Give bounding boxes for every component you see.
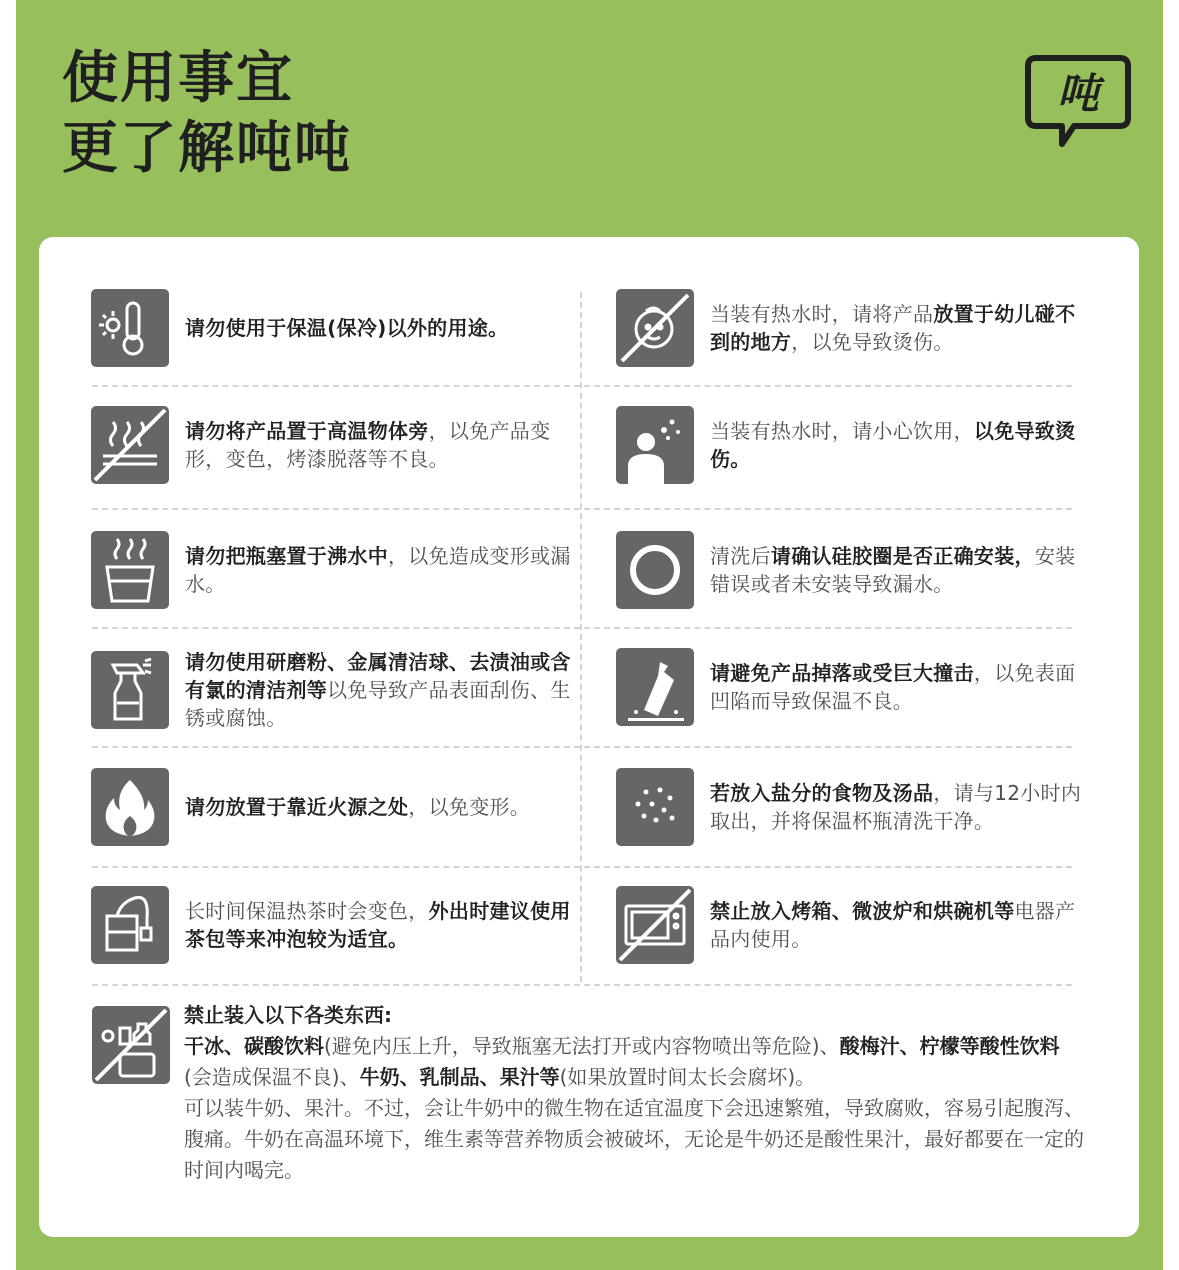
item-text: 当装有热水时，请将产品放置于幼儿碰不到的地方，以免导致烫伤。 (710, 302, 1076, 354)
list-item (616, 768, 1086, 846)
milk-note-paragraph: 可以装牛奶、果汁。不过，会让牛奶中的微生物在适宜温度下会迅速繁殖，导致腐败，容易引起腹泻、腹痛。牛奶在高温环境下，维生素等营养物质会被破坏，无论是牛奶还是酸性果汁，最好都要在一定的时间内喝完。 (184, 1096, 1084, 1182)
list-item (91, 768, 571, 846)
no-bottles-icon (92, 1006, 170, 1084)
title-line-2: 更了解吨吨 (62, 116, 352, 181)
list-item (616, 406, 1086, 484)
item-text: 禁止放入烤箱、微波炉和烘碗机等电器产品内使用。 (710, 899, 1076, 951)
page-title (62, 44, 352, 184)
item-text: 请勿把瓶塞置于沸水中，以免造成变形或漏水。 (185, 544, 571, 596)
salt-dots-icon (616, 768, 694, 846)
forbidden-contents-text: 禁止装入以下各类东西: 干冰、碳酸饮料(避免内压上升，导致瓶塞无法打开或内容物喷出等危险)、酸梅汁、柠檬等酸性饮料(会造成保温不良)、牛奶、乳制品、果汁等(如果放置时间太长会腐坏)。 可以装牛奶、果汁。不过，会让牛奶中的微生物在适宜温度下会迅速繁殖，导致腐败，容易引起腹泻、腹痛。牛奶在高温环境下，维生素等营养物质会被破坏，无论是牛奶还是酸性果汁，最好都要在一定的时间内喝完。 (184, 1000, 1084, 1186)
list-item (616, 886, 1086, 964)
item-text: 长时间保温热茶时会变色，外出时建议使用茶包等来冲泡较为适宜。 (185, 899, 571, 951)
brand-logo-icon (1022, 52, 1132, 152)
list-item (616, 289, 1086, 367)
list-item (91, 531, 571, 609)
row-divider (92, 385, 1072, 387)
row-divider (92, 866, 1072, 868)
no-baby-icon (616, 289, 694, 367)
silicone-ring-icon (616, 531, 694, 609)
item-text: 请勿放置于靠近火源之处，以免变形。 (185, 795, 531, 819)
item-text: 请勿使用于保温(保冷)以外的用途。 (185, 316, 509, 340)
spray-bottle-icon (91, 651, 169, 729)
list-item (91, 289, 571, 367)
no-heat-surface-icon (91, 406, 169, 484)
list-item (616, 648, 1086, 726)
item-text: 请勿将产品置于高温物体旁，以免产品变形，变色，烤漆脱落等不良。 (185, 419, 551, 471)
item-text: 清洗后请确认硅胶圈是否正确安装，安装错误或者未安装导致漏水。 (710, 544, 1076, 596)
list-item (91, 886, 571, 964)
tea-bag-icon (91, 886, 169, 964)
forbidden-heading: 禁止装入以下各类东西: (184, 1003, 392, 1027)
item-text: 请避免产品掉落或受巨大撞击，以免表面凹陷而导致保温不良。 (710, 661, 1076, 713)
list-item (91, 406, 571, 484)
column-divider (580, 292, 582, 982)
item-text: 若放入盐分的食物及汤品，请与12小时内取出，并将保温杯瓶清洗干净。 (710, 781, 1082, 833)
thermometer-sun-icon (91, 289, 169, 367)
row-divider (92, 746, 1072, 748)
list-item (616, 531, 1086, 609)
fire-icon (91, 768, 169, 846)
hot-drink-person-icon (616, 406, 694, 484)
list-item (91, 648, 571, 732)
row-divider (92, 984, 1072, 986)
item-text: 请勿使用研磨粉、金属清洁球、去渍油或含有氯的清洁剂等以免导致产品表面刮伤、生锈或腐蚀。 (185, 650, 571, 730)
title-line-1: 使用事宜 (62, 46, 294, 111)
row-divider (92, 508, 1072, 510)
svg-text:吨: 吨 (1056, 69, 1100, 118)
item-text: 当装有热水时，请小心饮用，以免导致烫伤。 (710, 419, 1076, 471)
no-microwave-icon (616, 886, 694, 964)
boiling-water-cup-icon (91, 531, 169, 609)
row-divider (92, 627, 1072, 629)
falling-bottle-icon (616, 648, 694, 726)
